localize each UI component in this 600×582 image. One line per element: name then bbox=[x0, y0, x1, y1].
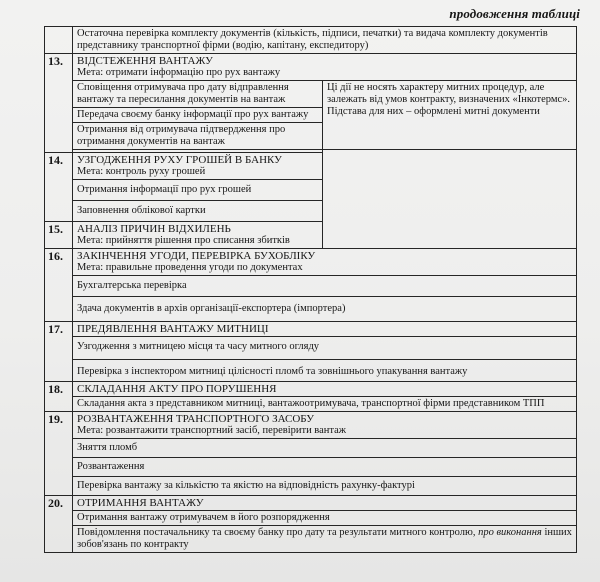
section-number: 15. bbox=[45, 222, 73, 249]
section-title-text: ОТРИМАННЯ ВАНТАЖУ bbox=[77, 497, 204, 509]
section-goal: Мета: правильне проведення угоди по документах bbox=[77, 262, 303, 273]
table-row bbox=[45, 360, 577, 382]
continued-caption: продовження таблиці bbox=[449, 6, 580, 21]
table-cell: Узгодження з митницею місця та часу митного огляду bbox=[73, 337, 577, 360]
row-number-empty bbox=[45, 27, 73, 54]
section-title bbox=[73, 153, 323, 180]
procedure-table bbox=[44, 26, 577, 553]
section-title-text: АНАЛІЗ ПРИЧИН ВІДХИЛЕНЬ bbox=[77, 223, 231, 235]
section-goal: Мета: контроль руху грошей bbox=[77, 166, 206, 177]
incoterms-term: «Інкотермс» bbox=[512, 94, 568, 105]
section-title bbox=[73, 322, 577, 337]
section-title bbox=[73, 222, 323, 249]
section-number: 19. bbox=[45, 412, 73, 496]
table-cell: Перевірка з інспектором митниці цілісності пломб та зовнішнього упакування вантажу bbox=[73, 360, 577, 382]
table-row bbox=[45, 27, 577, 54]
table-row bbox=[45, 81, 577, 108]
table-cell: Отримання від отримувача підтвердження про отримання документів на вантаж bbox=[73, 123, 323, 150]
table-row bbox=[45, 458, 577, 477]
table-row bbox=[45, 511, 577, 526]
notification-emphasis: про виконання bbox=[478, 527, 542, 538]
note-text: . Підстава для них – оформлені митні документи bbox=[327, 94, 571, 117]
table-row bbox=[45, 276, 577, 297]
table-cell: Зняття пломб bbox=[73, 439, 577, 458]
section-20-header bbox=[45, 496, 577, 511]
section-title bbox=[73, 496, 577, 511]
table-cell: Перевірка вантажу за кількістю та якістю на відповідність рахунку-фактурі bbox=[73, 477, 577, 496]
table-cell-empty bbox=[323, 153, 577, 222]
section-number: 16. bbox=[45, 249, 73, 322]
table-row bbox=[45, 397, 577, 412]
table-cell: Отримання вантажу отримувачем в його розпорядження bbox=[73, 511, 577, 526]
table-row bbox=[45, 477, 577, 496]
final-notification bbox=[73, 526, 577, 553]
section-title-text: УЗГОДЖЕННЯ РУХУ ГРОШЕЙ В БАНКУ bbox=[77, 154, 282, 166]
section-number: 20. bbox=[45, 496, 73, 553]
section-title-text: ПРЕДЯВЛЕННЯ ВАНТАЖУ МИТНИЦІ bbox=[77, 323, 269, 335]
note-text: Ці дії не носять характеру митних процедур, але залежать від умов контракту, визначених bbox=[327, 82, 545, 105]
table-row bbox=[45, 526, 577, 553]
section-goal: Мета: прийняття рішення про списання збитків bbox=[77, 235, 290, 246]
section-18-header bbox=[45, 382, 577, 397]
table-row bbox=[45, 337, 577, 360]
table-cell: Отримання інформації про рух грошей bbox=[73, 180, 323, 201]
section-number: 17. bbox=[45, 322, 73, 382]
section-title bbox=[73, 249, 577, 276]
table-cell: Здача документів в архів організації-експортера (імпортера) bbox=[73, 297, 577, 322]
table-cell: Сповіщення отримувача про дату відправлення вантажу та пересилання документів на вантаж bbox=[73, 81, 323, 108]
table-row bbox=[45, 297, 577, 322]
section-title-text: СКЛАДАННЯ АКТУ ПРО ПОРУШЕННЯ bbox=[77, 383, 277, 395]
final-check-text: Остаточна перевірка комплекту документів (кількість, підписи, печатки) та видача комплекту документів представнику транспортної фірми (водію, капітану, експедитору) bbox=[73, 27, 577, 54]
section-number: 13. bbox=[45, 54, 73, 153]
section-17-header bbox=[45, 322, 577, 337]
section-16-header bbox=[45, 249, 577, 276]
section-title bbox=[73, 382, 577, 397]
section-goal: Мета: отримати інформацію про рух вантажу bbox=[77, 67, 281, 78]
table-cell-empty bbox=[323, 222, 577, 249]
section-15-header bbox=[45, 222, 577, 249]
notification-text: інших зобов'язань по контракту bbox=[77, 527, 572, 550]
section-title-text: ВІДСТЕЖЕННЯ ВАНТАЖУ bbox=[77, 55, 213, 67]
table-cell: Бухгалтерська перевірка bbox=[73, 276, 577, 297]
table-cell: Розвантаження bbox=[73, 458, 577, 477]
incoterms-note bbox=[323, 81, 577, 150]
section-number: 18. bbox=[45, 382, 73, 412]
section-title bbox=[73, 412, 577, 439]
section-title bbox=[73, 54, 577, 81]
section-14-header bbox=[45, 153, 577, 180]
table-cell: Складання акта з представником митниці, вантажоотримувача, транспортної фірми представником ТПП bbox=[73, 397, 577, 412]
table-row bbox=[45, 439, 577, 458]
section-number: 14. bbox=[45, 153, 73, 222]
table-cell: Передача своєму банку інформації про рух вантажу bbox=[73, 108, 323, 123]
section-13-header bbox=[45, 54, 577, 81]
section-goal: Мета: розвантажити транспортний засіб, перевірити вантаж bbox=[77, 425, 347, 436]
table-cell: Заповнення облікової картки bbox=[73, 201, 323, 222]
section-19-header bbox=[45, 412, 577, 439]
notification-text: Повідомлення постачальнику та своєму банку про дату та результати митного контролю, bbox=[77, 527, 479, 538]
section-title-text: РОЗВАНТАЖЕННЯ ТРАНСПОРТНОГО ЗАСОБУ bbox=[77, 413, 314, 425]
section-title-text: ЗАКІНЧЕННЯ УГОДИ, ПЕРЕВІРКА БУХОБЛІКУ bbox=[77, 250, 316, 262]
